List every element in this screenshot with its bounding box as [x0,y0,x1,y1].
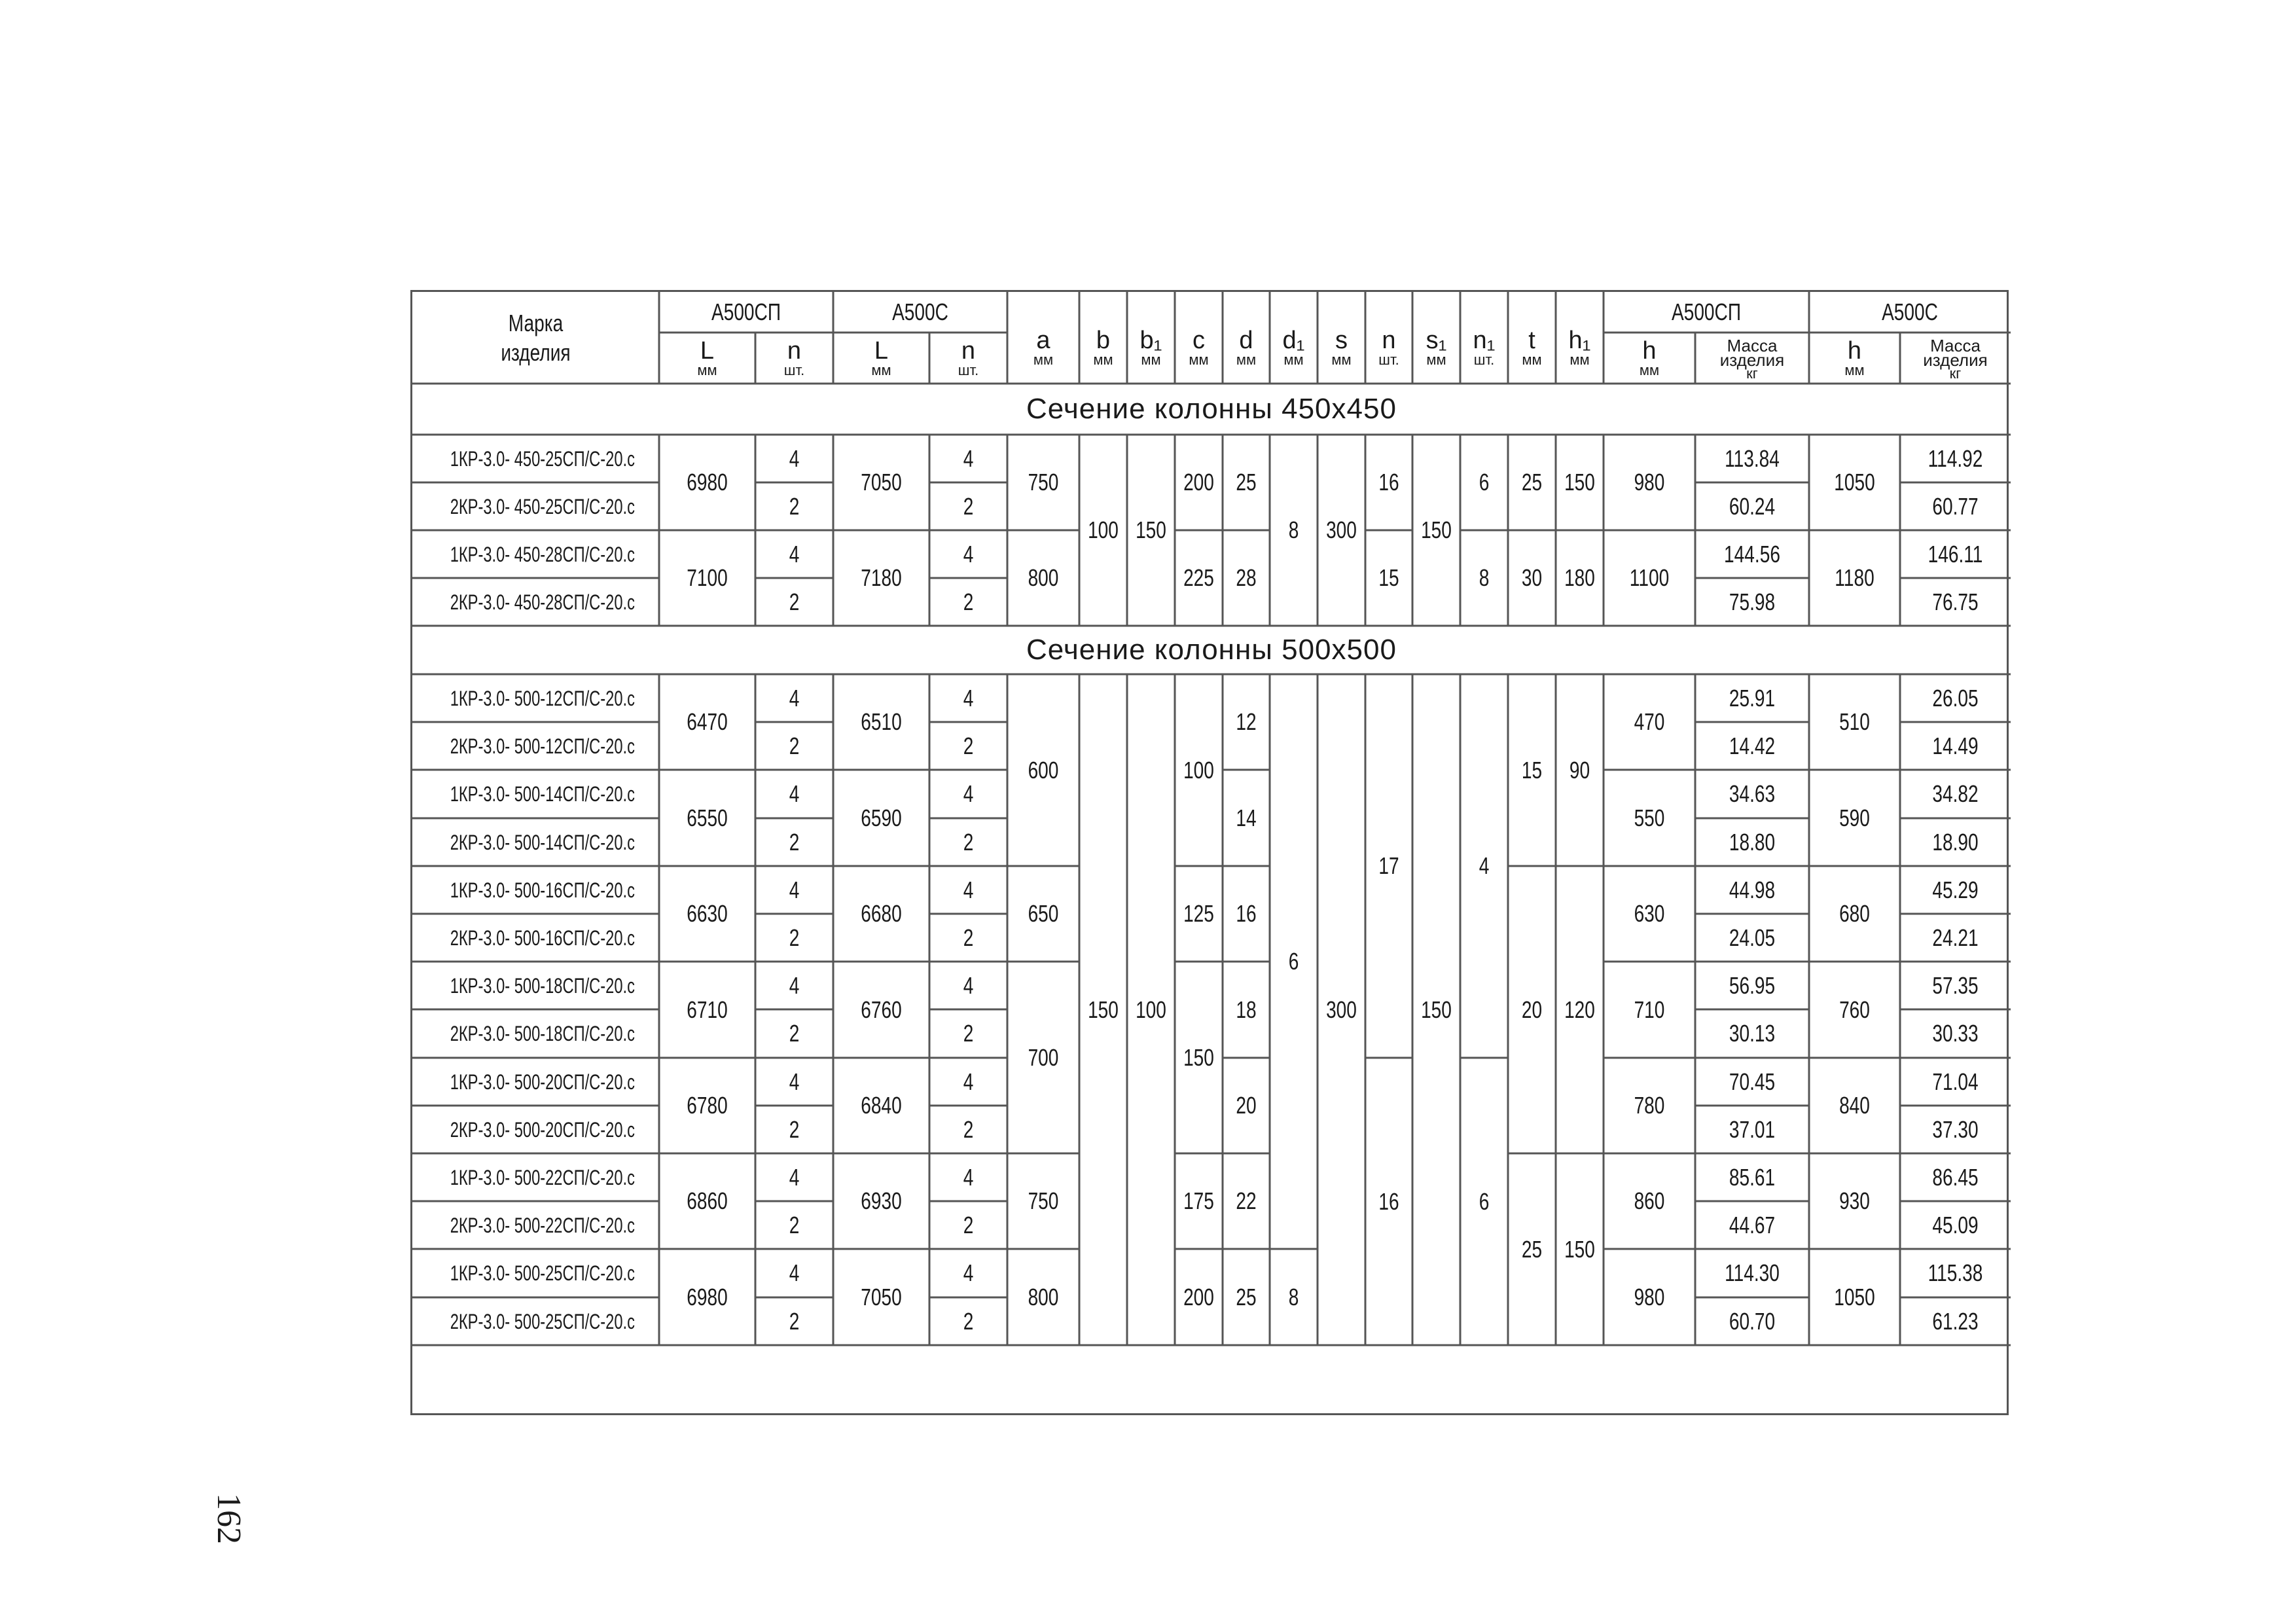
table-cell: 6550 [687,804,728,831]
header-col-5 [1007,292,1079,384]
table-cell: 2 [789,828,800,856]
table-cell: 2 [789,1211,800,1238]
table-cell: 14 [1236,804,1257,831]
table-cell: 4 [789,780,800,807]
table-cell: 4 [963,876,974,903]
table-cell: 61.23 [1932,1307,1979,1335]
table-cell: 2 [963,1211,974,1238]
header-col-symbol: h [1642,337,1657,365]
table-cell: 24.21 [1932,924,1979,951]
header-col-20 [1900,333,2011,384]
table-cell: 7050 [861,469,902,496]
header-col-14 [1460,292,1508,384]
header-col-unit: шт. [783,362,805,378]
table-cell: 100 [1183,756,1214,784]
table-cell: 150 [1421,996,1452,1023]
table-cell: 4 [963,1259,974,1286]
table-cell: 34.63 [1729,780,1776,807]
table-cell: 780 [1634,1092,1665,1119]
table-cell: 25 [1236,1283,1257,1310]
table-cell: 4 [789,971,800,999]
table-cell: 14.49 [1932,732,1979,759]
table-cell: 750 [1028,469,1059,496]
table-cell: 800 [1028,1283,1059,1310]
table-cell: 1050 [1834,1283,1875,1310]
product-mark-cell: 2КР-3.0- 500-12СП/С-20.с [450,734,635,758]
header-col-unit: шт. [1473,352,1495,368]
section-title-450: Сечение колонны 450х450 [1026,393,1397,425]
table-cell: 2 [963,924,974,951]
table-cell: 6 [1479,1187,1490,1215]
table-cell: 6860 [687,1187,728,1214]
header-col-unit: мм [1093,352,1113,368]
table-cell: 20 [1521,996,1543,1023]
table-cell: 25.91 [1729,684,1776,712]
header-col-13 [1412,292,1460,384]
header-col-2 [755,333,833,384]
table-cell: 18 [1236,996,1257,1023]
header-col-unit: шт. [958,362,979,378]
header-col-unit: кг [1949,365,1962,382]
table-cell: 225 [1183,564,1214,591]
table-cell: 100 [1136,996,1166,1023]
table-cell: 2 [963,492,974,520]
table-cell: 630 [1634,900,1665,927]
header-col-symbol: n [961,337,976,365]
table-cell: 57.35 [1932,971,1979,999]
table-cell: 6470 [687,708,728,735]
table-cell: 300 [1326,516,1357,543]
table-cell: 44.98 [1729,876,1776,903]
table-cell: 175 [1183,1187,1214,1214]
header-col-unit: мм [1141,352,1161,368]
table-cell: 4 [963,684,974,712]
table-cell: 200 [1183,1283,1214,1310]
table-cell: 2 [963,1307,974,1335]
table-cell: 113.84 [1725,444,1780,472]
header-col-symbol: n [787,337,802,365]
table-cell: 6980 [687,469,728,496]
header-col-15 [1508,292,1556,384]
header-col-symbol: Масса изделия [1719,336,1785,370]
product-mark-cell: 2КР-3.0- 500-22СП/С-20.с [450,1213,635,1237]
table-cell: 60.77 [1932,492,1979,520]
table-cell: 25 [1236,469,1257,496]
table-cell: 860 [1634,1187,1665,1214]
header-col-unit: мм [1522,352,1542,368]
table-cell: 22 [1236,1187,1257,1214]
table-cell: 25 [1521,469,1543,496]
table-cell: 4 [963,540,974,568]
table-cell: 18.90 [1932,828,1979,856]
table-cell: 650 [1028,900,1059,927]
page-number: 162 [210,1493,248,1544]
table-cell: 200 [1183,469,1214,496]
header-col-unit: мм [1283,352,1304,368]
table-cell: 4 [963,971,974,999]
table-cell: 2 [963,732,974,759]
product-mark-cell: 2КР-3.0- 500-25СП/С-20.с [450,1309,635,1333]
product-mark-cell: 2КР-3.0- 450-25СП/С-20.с [450,494,635,518]
table-cell: 590 [1839,804,1870,831]
header-col-unit: мм [697,362,717,378]
table-cell: 980 [1634,469,1665,496]
table-cell: 6760 [861,996,902,1023]
table-cell: 120 [1564,996,1595,1023]
table-cell: 6780 [687,1092,728,1119]
product-mark-cell: 1КР-3.0- 500-14СП/С-20.с [450,782,635,806]
table-cell: 6630 [687,900,728,927]
product-mark-cell: 1КР-3.0- 500-18СП/С-20.с [450,973,635,998]
table-cell: 6840 [861,1092,902,1119]
table-cell: 20 [1236,1092,1257,1119]
header-col-unit: мм [1331,352,1352,368]
table-cell: 550 [1634,804,1665,831]
table-cell: 4 [1479,852,1490,879]
table-cell: 2 [963,588,974,615]
table-cell: 760 [1839,996,1870,1023]
header-mark: Марка изделия [501,310,571,366]
table-cell: 2 [789,492,800,520]
table-cell: 114.92 [1928,444,1983,472]
table-cell: 4 [963,1068,974,1095]
header-col-symbol: d₁ [1282,327,1305,354]
table-cell: 4 [789,876,800,903]
header-col-unit: мм [1033,352,1054,368]
product-mark-cell: 1КР-3.0- 500-22СП/С-20.с [450,1165,635,1189]
header-grade-sp-mass: А500СП [1671,298,1742,325]
header-col-17 [1604,333,1695,384]
table-cell: 300 [1326,996,1357,1023]
header-col-symbol: n₁ [1473,327,1496,354]
product-mark-cell: 1КР-3.0- 500-25СП/С-20.с [450,1261,635,1285]
table-cell: 16 [1236,900,1257,927]
header-col-symbol: n [1382,327,1396,354]
table-cell: 2 [963,1020,974,1047]
table-cell: 30.33 [1932,1020,1979,1047]
product-mark-cell: 1КР-3.0- 500-16СП/С-20.с [450,878,635,902]
table-cell: 30 [1521,564,1543,591]
header-col-8 [1175,292,1223,384]
table-cell: 4 [789,1259,800,1286]
table-cell: 1180 [1835,564,1874,591]
table-cell: 510 [1839,708,1870,735]
product-mark-cell: 2КР-3.0- 500-14СП/С-20.с [450,830,635,854]
header-col-symbol: b [1096,327,1111,354]
table-cell: 115.38 [1928,1259,1983,1286]
table-cell: 75.98 [1729,588,1776,615]
table-cell: 146.11 [1928,540,1983,568]
header-col-unit: шт. [1378,352,1399,368]
table-cell: 25 [1521,1235,1543,1263]
table-cell: 4 [789,684,800,712]
header-grade-c-mass: А500С [1882,298,1938,325]
table-cell: 45.29 [1932,876,1979,903]
table-cell: 2 [789,1115,800,1143]
table-cell: 600 [1028,756,1059,784]
table-cell: 4 [963,780,974,807]
product-mark-cell: 2КР-3.0- 450-28СП/С-20.с [450,590,635,614]
product-mark-cell: 1КР-3.0- 500-20СП/С-20.с [450,1070,635,1094]
table-cell: 2 [963,828,974,856]
header-grade-sp-lengths: А500СП [711,298,781,325]
table-cell: 16 [1378,1187,1399,1215]
header-col-symbol: h₁ [1568,327,1591,354]
table-cell: 4 [789,540,800,568]
table-cell: 2 [963,1115,974,1143]
table-cell: 37.01 [1729,1115,1776,1143]
header-col-unit: мм [1570,352,1590,368]
header-col-4 [929,333,1007,384]
table-cell: 4 [789,1163,800,1191]
table-cell: 90 [1569,756,1590,784]
product-mark-cell: 1КР-3.0- 500-12СП/С-20.с [450,686,635,710]
header-col-unit: мм [1426,352,1446,368]
header-col-symbol: d [1239,327,1253,354]
header-col-unit: мм [1189,352,1209,368]
table-cell: 6680 [861,900,902,927]
table-cell: 8 [1288,516,1299,543]
reinforcement-table [410,290,2009,1415]
product-mark-cell: 1КР-3.0- 450-28СП/С-20.с [450,542,635,566]
header-col-7 [1127,292,1175,384]
header-col-unit: мм [871,362,891,378]
product-mark-cell: 1КР-3.0- 450-25СП/С-20.с [450,446,635,471]
table-cell: 6980 [687,1283,728,1310]
table-cell: 6930 [861,1187,902,1214]
table-cell: 16 [1378,469,1399,496]
table-cell: 17 [1378,852,1399,879]
table-cell: 30.13 [1729,1020,1776,1047]
table-cell: 44.67 [1729,1211,1776,1238]
table-cell: 60.24 [1729,492,1776,520]
table-cell: 24.05 [1729,924,1776,951]
table-cell: 150 [1183,1043,1214,1071]
header-grade-c-lengths: А500С [892,298,948,325]
table-cell: 700 [1028,1043,1059,1071]
table-cell: 800 [1028,564,1059,591]
table-cell: 1100 [1629,564,1670,591]
table-cell: 710 [1634,996,1665,1023]
section-title-500: Сечение колонны 500х500 [1026,634,1397,666]
header-col-unit: кг [1746,365,1758,382]
header-col-unit: мм [1236,352,1257,368]
header-col-symbol: s [1335,327,1348,354]
table-cell: 45.09 [1932,1211,1979,1238]
table-cell: 2 [789,924,800,951]
table-cell: 6710 [687,996,728,1023]
product-mark-cell: 2КР-3.0- 500-20СП/С-20.с [450,1117,635,1142]
header-col-symbol: L [874,337,889,365]
table-cell: 26.05 [1932,684,1979,712]
table-cell: 14.42 [1729,732,1776,759]
table-cell: 86.45 [1932,1163,1979,1191]
table-cell: 150 [1564,469,1595,496]
header-col-unit: мм [1844,362,1865,378]
table-cell: 6 [1479,469,1490,496]
header-col-unit: мм [1639,362,1660,378]
table-cell: 2 [789,732,800,759]
table-cell: 2 [789,1307,800,1335]
header-col-18 [1695,333,1809,384]
table-cell: 100 [1088,516,1119,543]
table-cell: 180 [1564,564,1595,591]
product-mark-cell: 2КР-3.0- 500-16СП/С-20.с [450,926,635,950]
table-cell: 144.56 [1724,540,1780,568]
header-col-symbol: h [1847,337,1862,365]
table-cell: 114.30 [1725,1259,1780,1286]
table-cell: 2 [789,588,800,615]
table-cell: 4 [963,444,974,472]
header-col-6 [1079,292,1127,384]
header-col-symbol: b₁ [1139,327,1162,354]
table-cell: 2 [789,1020,800,1047]
table-cell: 150 [1088,996,1119,1023]
header-col-symbol: t [1528,327,1535,354]
table-cell: 15 [1378,564,1399,591]
table-cell: 6590 [861,804,902,831]
table-cell: 6 [1288,948,1299,975]
table-cell: 1050 [1834,469,1875,496]
table-cell: 8 [1288,1283,1299,1310]
header-col-symbol: L [700,337,715,365]
table-cell: 4 [789,1068,800,1095]
product-mark-cell: 2КР-3.0- 500-18СП/С-20.с [450,1022,635,1045]
table-cell: 8 [1479,564,1490,591]
table-cell: 60.70 [1729,1307,1776,1335]
header-col-3 [833,333,929,384]
table-cell: 125 [1183,900,1214,927]
table-cell: 840 [1839,1092,1870,1119]
header-col-1 [659,333,755,384]
table-cell: 750 [1028,1187,1059,1214]
table-cell: 34.82 [1932,780,1979,807]
header-col-symbol: c [1193,327,1205,354]
table-cell: 85.61 [1729,1163,1776,1191]
header-col-12 [1365,292,1412,384]
header-col-16 [1556,292,1604,384]
table-cell: 7100 [687,564,728,591]
header-col-19 [1809,333,1900,384]
header-col-10 [1270,292,1318,384]
table-cell: 980 [1634,1283,1665,1310]
table-cell: 12 [1236,708,1257,735]
table-cell: 28 [1236,564,1257,591]
table-cell: 15 [1521,756,1543,784]
table-cell: 7050 [861,1283,902,1310]
table-cell: 37.30 [1932,1115,1979,1143]
table-cell: 76.75 [1932,588,1979,615]
table-cell: 470 [1634,708,1665,735]
header-col-symbol: a [1036,327,1050,354]
table-cell: 6510 [861,708,902,735]
table-cell: 150 [1564,1235,1595,1263]
header-col-symbol: s₁ [1426,327,1447,354]
table-cell: 150 [1136,516,1166,543]
table-cell: 680 [1839,900,1870,927]
table-cell: 70.45 [1729,1068,1776,1095]
table-cell: 930 [1839,1187,1870,1214]
header-col-9 [1223,292,1270,384]
table-cell: 4 [789,444,800,472]
table-cell: 150 [1421,516,1452,543]
table-cell: 4 [963,1163,974,1191]
table-cell: 7180 [861,564,902,591]
table-cell: 56.95 [1729,971,1776,999]
header-col-11 [1318,292,1365,384]
table-cell: 18.80 [1729,828,1776,856]
table-cell: 71.04 [1932,1068,1979,1095]
header-col-symbol: Масса изделия [1923,336,1988,370]
